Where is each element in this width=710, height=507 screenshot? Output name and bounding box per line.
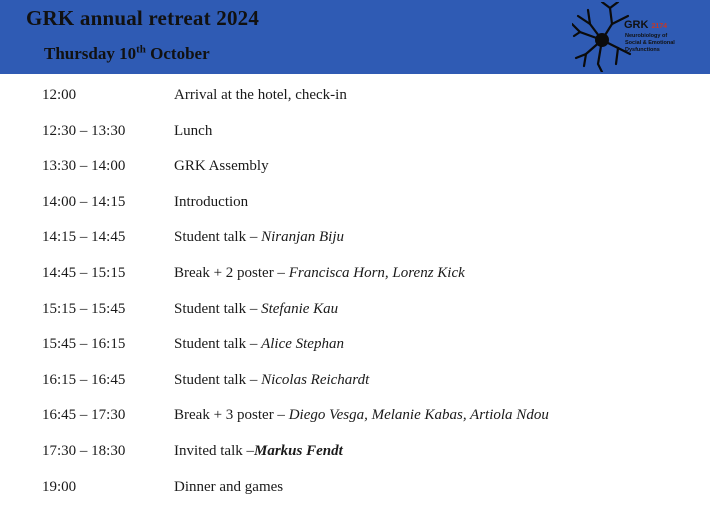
- schedule-event-title: Break + 3 poster –: [174, 407, 289, 424]
- schedule-event-title: Student talk –: [174, 300, 262, 317]
- schedule-row: [0, 434, 710, 470]
- header-banner: [0, 0, 710, 74]
- schedule-row: [0, 470, 710, 506]
- schedule-speaker-names: Nicolas Reichardt: [261, 371, 370, 388]
- schedule-event: [174, 114, 212, 150]
- schedule-event-title: Introduction: [174, 193, 249, 210]
- schedule-event: [174, 185, 248, 221]
- schedule-event-title: GRK Assembly: [174, 158, 269, 175]
- schedule-time: 15:15 – 15:45: [42, 300, 126, 317]
- date-subtitle-suffix: October: [145, 44, 210, 63]
- grk-logo: [572, 2, 702, 72]
- schedule-speaker-names: Alice Stephan: [261, 336, 344, 353]
- schedule-event: [174, 470, 283, 506]
- schedule-row: [0, 363, 710, 399]
- schedule-row: [0, 327, 710, 363]
- schedule-event-title: Student talk –: [174, 371, 262, 388]
- schedule-row: [0, 78, 710, 114]
- schedule-row: [0, 114, 710, 150]
- schedule-event-title: Lunch: [174, 122, 213, 139]
- schedule-event: [174, 434, 343, 470]
- schedule-event-title: Dinner and games: [174, 478, 284, 495]
- schedule-time: 14:45 – 15:15: [42, 264, 126, 281]
- schedule-row: [0, 149, 710, 185]
- logo-name-text: GRK: [624, 19, 649, 31]
- schedule-time: 13:30 – 14:00: [42, 158, 126, 175]
- schedule-speaker-names: Francisca Horn, Lorenz Kick: [288, 264, 465, 281]
- schedule-event: [174, 149, 269, 185]
- schedule-event: [174, 292, 338, 328]
- schedule-time: 16:15 – 16:45: [42, 371, 126, 388]
- schedule-row: [0, 220, 710, 256]
- schedule-event: [174, 398, 549, 434]
- date-subtitle: [44, 44, 210, 64]
- schedule-row: [0, 292, 710, 328]
- schedule-time: 17:30 – 18:30: [42, 442, 126, 459]
- date-subtitle-prefix: Thursday 10: [44, 44, 137, 63]
- logo-tagline-1: Neurobiology of: [625, 33, 668, 39]
- schedule-event: [174, 363, 369, 399]
- schedule-time: 14:15 – 14:45: [42, 229, 126, 246]
- schedule-event-title: Break + 2 poster –: [174, 264, 289, 281]
- logo-tagline-3: Dysfunctions: [625, 47, 660, 53]
- schedule-event-title: Invited talk –: [174, 442, 254, 459]
- schedule-time: 14:00 – 14:15: [42, 193, 126, 210]
- schedule-time: 15:45 – 16:15: [42, 336, 126, 353]
- schedule-event-title: Student talk –: [174, 229, 262, 246]
- schedule-event: [174, 78, 347, 114]
- schedule-time: 12:00: [42, 87, 77, 103]
- schedule-speaker-names: Diego Vesga, Melanie Kabas, Artiola Ndou: [288, 407, 549, 424]
- date-subtitle-sup: th: [136, 43, 146, 56]
- schedule-event: [174, 220, 344, 256]
- schedule-time: 19:00: [42, 478, 77, 495]
- schedule-speaker-names: Niranjan Biju: [261, 229, 345, 246]
- logo-number: 2174: [651, 23, 668, 30]
- logo-name: [624, 19, 667, 31]
- logo-tagline-2: Social & Emotional: [625, 40, 675, 46]
- schedule-row: [0, 256, 710, 292]
- schedule-event: [174, 327, 344, 363]
- schedule-time: 12:30 – 13:30: [42, 122, 126, 139]
- schedule-list: [0, 78, 710, 505]
- page-title: GRK annual retreat 2024: [26, 6, 260, 30]
- schedule-row: [0, 185, 710, 221]
- schedule-row: [0, 398, 710, 434]
- schedule-event: [174, 256, 465, 292]
- schedule-speaker-names: Stefanie Kau: [261, 300, 339, 317]
- schedule-event-title: Arrival at the hotel, check-in: [174, 87, 347, 103]
- schedule-event-title: Student talk –: [174, 336, 262, 353]
- schedule-speaker-names: Markus Fendt: [253, 442, 343, 459]
- schedule-time: 16:45 – 17:30: [42, 407, 126, 424]
